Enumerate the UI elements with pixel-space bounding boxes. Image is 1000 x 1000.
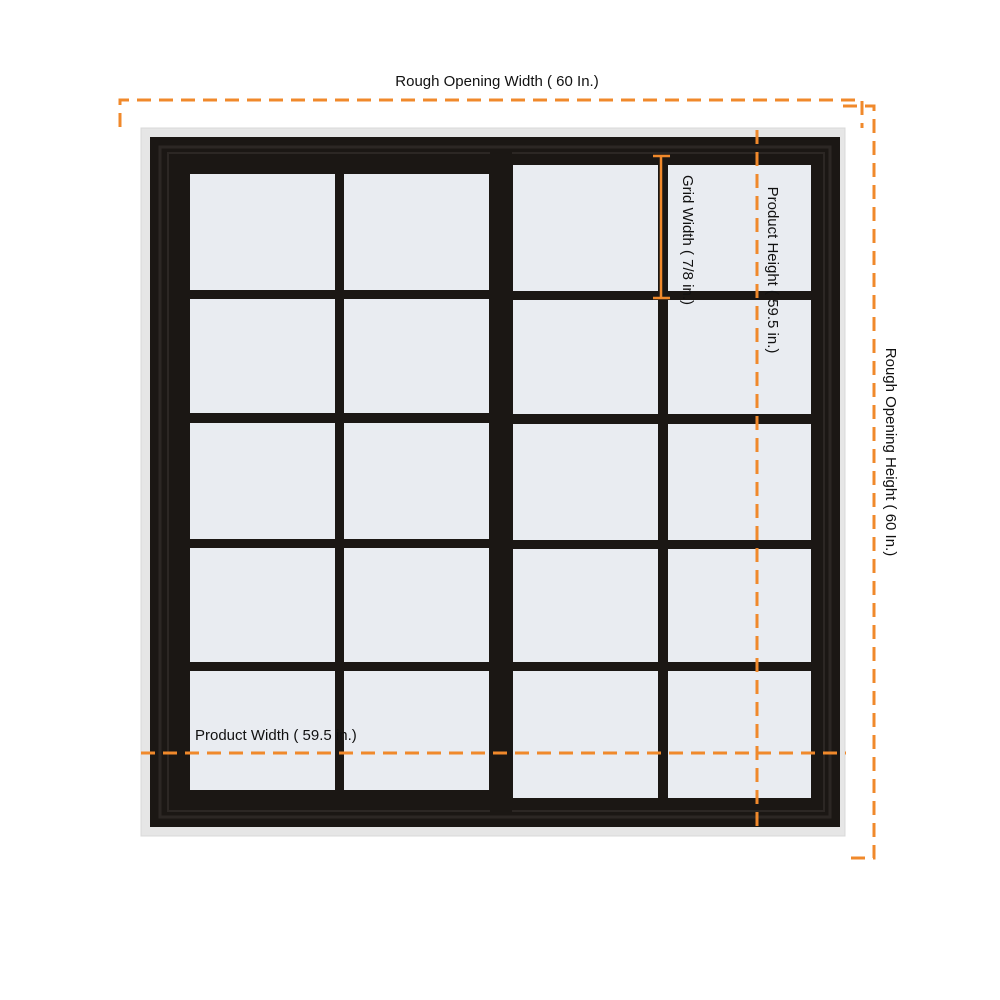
- glass-pane: [190, 548, 335, 662]
- glass-pane: [513, 671, 658, 798]
- meeting-rail: [490, 150, 512, 812]
- glass-pane: [344, 671, 489, 790]
- product-height-label: Product Height ( 59.5 in.): [764, 186, 781, 354]
- glass-pane: [190, 299, 335, 413]
- glass-pane: [344, 174, 489, 290]
- glass-pane: [513, 549, 658, 662]
- glass-pane: [190, 174, 335, 290]
- glass-pane: [344, 423, 489, 539]
- grid-width-label: Grid Width ( 7/8 in.): [679, 174, 696, 306]
- glass-pane: [190, 423, 335, 539]
- glass-pane: [668, 671, 811, 798]
- glass-pane: [668, 300, 811, 414]
- rough-opening-height-label: Rough Opening Height ( 60 In.): [882, 347, 899, 557]
- glass-pane: [344, 548, 489, 662]
- glass-pane: [513, 424, 658, 540]
- glass-pane: [668, 549, 811, 662]
- rough-opening-height-line: [843, 106, 874, 858]
- glass-pane: [668, 424, 811, 540]
- glass-pane: [344, 299, 489, 413]
- glass-pane: [513, 300, 658, 414]
- product-width-label: Product Width ( 59.5 in.): [195, 727, 357, 744]
- rough-opening-width-line: [120, 100, 862, 128]
- rough-opening-width-label: Rough Opening Width ( 60 In.): [395, 73, 599, 90]
- glass-pane: [513, 165, 658, 291]
